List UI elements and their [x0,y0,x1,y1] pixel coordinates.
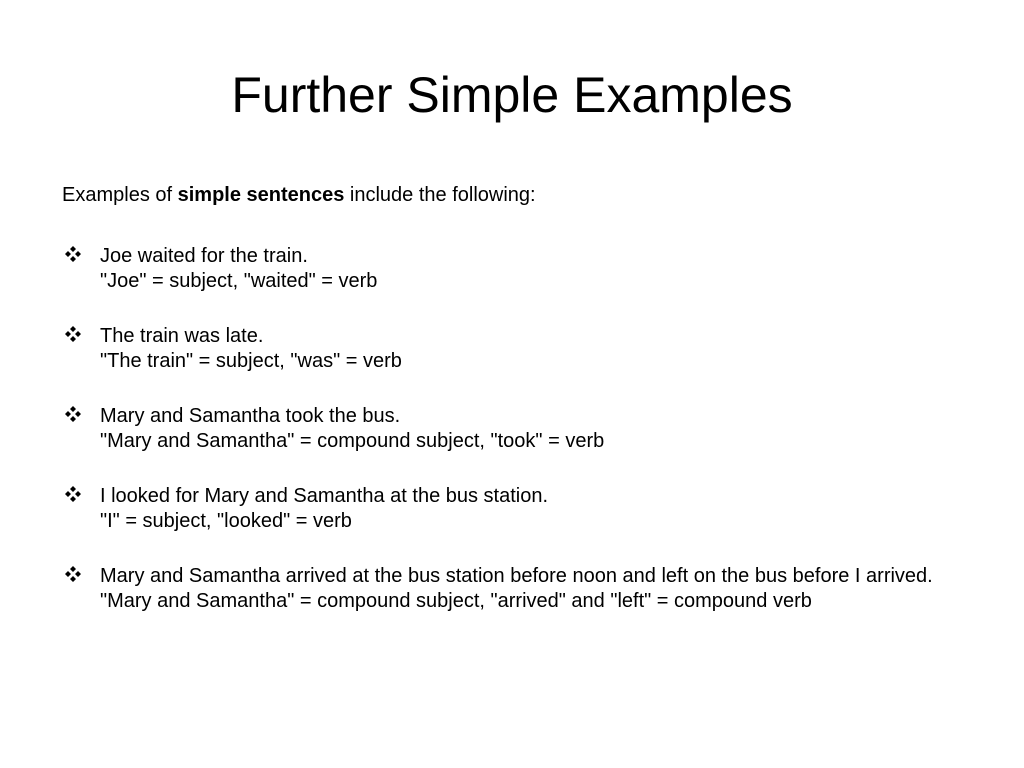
intro-text [62,182,536,208]
example-sentence: I looked for Mary and Samantha at the bus station. [100,485,549,507]
example-list [62,244,992,644]
four-diamond-bullet-icon [64,245,82,263]
intro-prefix: Examples of [62,184,178,206]
intro-bold-term: simple sentences [177,184,345,206]
list-item [62,244,992,294]
example-analysis: "The train" = subject, "was" = verb [100,350,402,372]
example-analysis: "I" = subject, "looked" = verb [100,510,352,532]
example-analysis: "Mary and Samantha" = compound subject, "took" = verb [100,430,605,452]
list-item [62,324,992,374]
example-analysis: "Mary and Samantha" = compound subject, "arrived" and "left" = compound verb [100,590,812,612]
slide-title: Further Simple Examples [231,67,793,123]
four-diamond-bullet-icon [64,405,82,423]
example-analysis: "Joe" = subject, "waited" = verb [100,270,378,292]
four-diamond-bullet-icon [64,485,82,503]
list-item [62,564,992,614]
intro-suffix: include the following: [344,184,536,206]
example-sentence: Mary and Samantha arrived at the bus station before noon and left on the bus before I arrived. [100,565,933,587]
list-item [62,484,992,534]
four-diamond-bullet-icon [64,565,82,583]
list-item [62,404,992,454]
four-diamond-bullet-icon [64,325,82,343]
example-sentence: Joe waited for the train. [100,245,308,267]
example-sentence: Mary and Samantha took the bus. [100,405,401,427]
example-sentence: The train was late. [100,325,264,347]
